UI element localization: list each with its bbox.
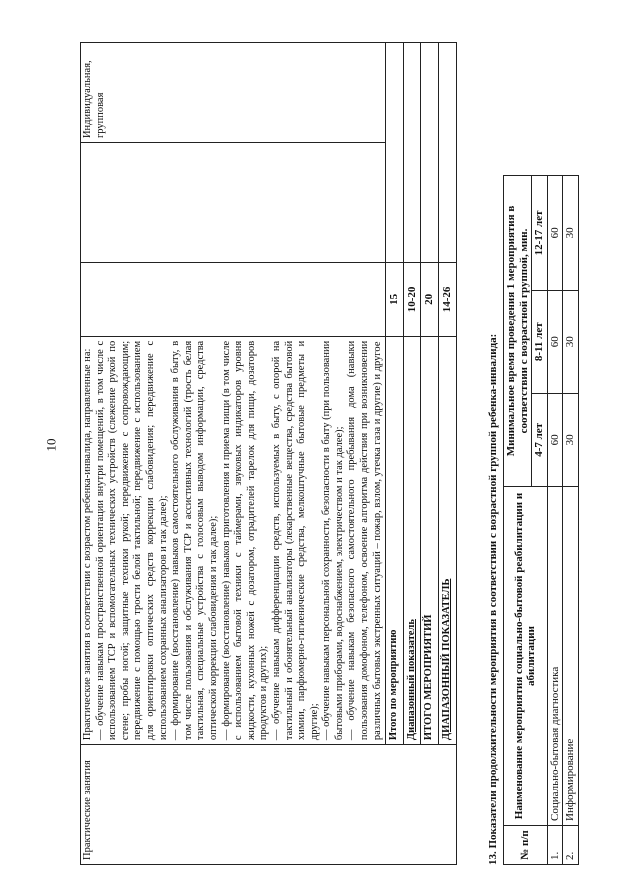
empty-cell [386, 43, 404, 263]
row-value: 30 [563, 176, 579, 291]
header-age: 8-11 лет [532, 290, 548, 393]
table-row [403, 43, 421, 865]
table-row [563, 176, 579, 865]
row-label: Практические занятия [81, 745, 457, 865]
table-row [421, 43, 439, 865]
row-name: Социально-бытовая диагностика [547, 487, 563, 826]
header-num: № п/п [504, 826, 548, 865]
row-num: 1. [547, 826, 563, 865]
header-age: 12-17 лет [532, 176, 548, 291]
row-name: Информирование [563, 487, 579, 826]
summary-label: Итого по мероприятию [386, 336, 404, 744]
row-value: 60 [547, 290, 563, 393]
table-row [81, 43, 386, 865]
duration-table [503, 175, 579, 865]
row-value: 60 [547, 393, 563, 486]
page-number: 10 [43, 438, 59, 452]
summary-value: 14-26 [439, 262, 457, 336]
description-line: — обучение навыкам безопасного самостоятельного пребывания дома (навыки пользования домофоном, телефоном, освоение алгоритма действия при возникновении различных бытовых экстренных ситуаций – пожар, взлом, утечка газа и другие) и другое [346, 340, 383, 741]
description-line: — обучение навыкам дифференциации средств, используемых в быту, с опорой на тактильный и обонятельный анализаторы (лекарственные вещества, средства бытовой химии, парфюмерно-гигиенические средства, мелкоштучные бытовые предметы и другие); [270, 340, 320, 741]
description-line: — формирование (восстановление) навыков самостоятельного обслуживания в быту, в том числе пользования и обслуживания ТСР и ассистивных технологий (трость белая тактильная, специальные устройства с голосовым выводом информации, средства оптической коррекции слабовидения и так далее); [170, 340, 219, 741]
description-line: — формирование (восстановление) навыков приготовления и приема пищи (в том числе с использованием бытовой техники с таймерами, звуковых индикаторов уровня жидкости, кухонных ножей с дозатором, отрадителей тарелок для пищи, дозаторов продуктов и других); [220, 340, 270, 741]
section-heading: 13. Показатели продолжительности мероприятия в соответствии с возрастной группой ребенка-инвалида: [487, 333, 499, 865]
empty-cell [421, 43, 439, 263]
activity-table [80, 42, 457, 865]
header-age: 4-7 лет [532, 393, 548, 486]
form-cell: Индивидуальная, групповая [81, 43, 386, 143]
empty-cell [81, 143, 386, 263]
description-line: — обучение навыкам персональной сохранности, безопасности в быту (при пользовании бытовыми приборами, водоснабжением, электричеством и так далее); [321, 340, 345, 741]
header-name: Наименование мероприятия социально-бытовой реабилитации и абилитации [504, 487, 548, 826]
row-value: 30 [563, 393, 579, 486]
row-value: 30 [563, 290, 579, 393]
description-cell [81, 336, 386, 744]
table-row [386, 43, 404, 865]
row-value: 60 [547, 176, 563, 291]
summary-label: ДИАПАЗОННЫЙ ПОКАЗАТЕЛЬ [439, 336, 457, 744]
table-row [504, 176, 532, 865]
summary-label: ИТОГО МЕРОПРИЯТИЙ [421, 336, 439, 744]
description-line: Практические занятия в соответствии с возрастом ребенка-инвалида, направленные на: [82, 348, 93, 741]
row-num: 2. [563, 826, 579, 865]
header-time: Минимальное время проведения 1 мероприятия в соответствии с возрастной группой, мин. [504, 176, 532, 487]
summary-value: 15 [386, 262, 404, 336]
table-row [547, 176, 563, 865]
empty-cell [81, 262, 386, 336]
empty-cell [403, 43, 421, 263]
table-row [439, 43, 457, 865]
summary-label: Диапазонный показатель [403, 336, 421, 744]
summary-value: 10-20 [403, 262, 421, 336]
empty-cell [439, 43, 457, 263]
description-line: — обучение навыкам пространственной ориентации внутри помещений, в том числе с использованием ТСР и вспомогательных технических устройств (слежение рукой по стене; пробы ногой; защитные техники рукой; передвижение с сопровождающим; передвижение с помощью трости белой тактильной; передвижение с использованием для ориентировки оптических средств коррекции слабовидения; передвижение с использованием сохранных анализаторов и так далее); [94, 340, 169, 741]
summary-value: 20 [421, 262, 439, 336]
